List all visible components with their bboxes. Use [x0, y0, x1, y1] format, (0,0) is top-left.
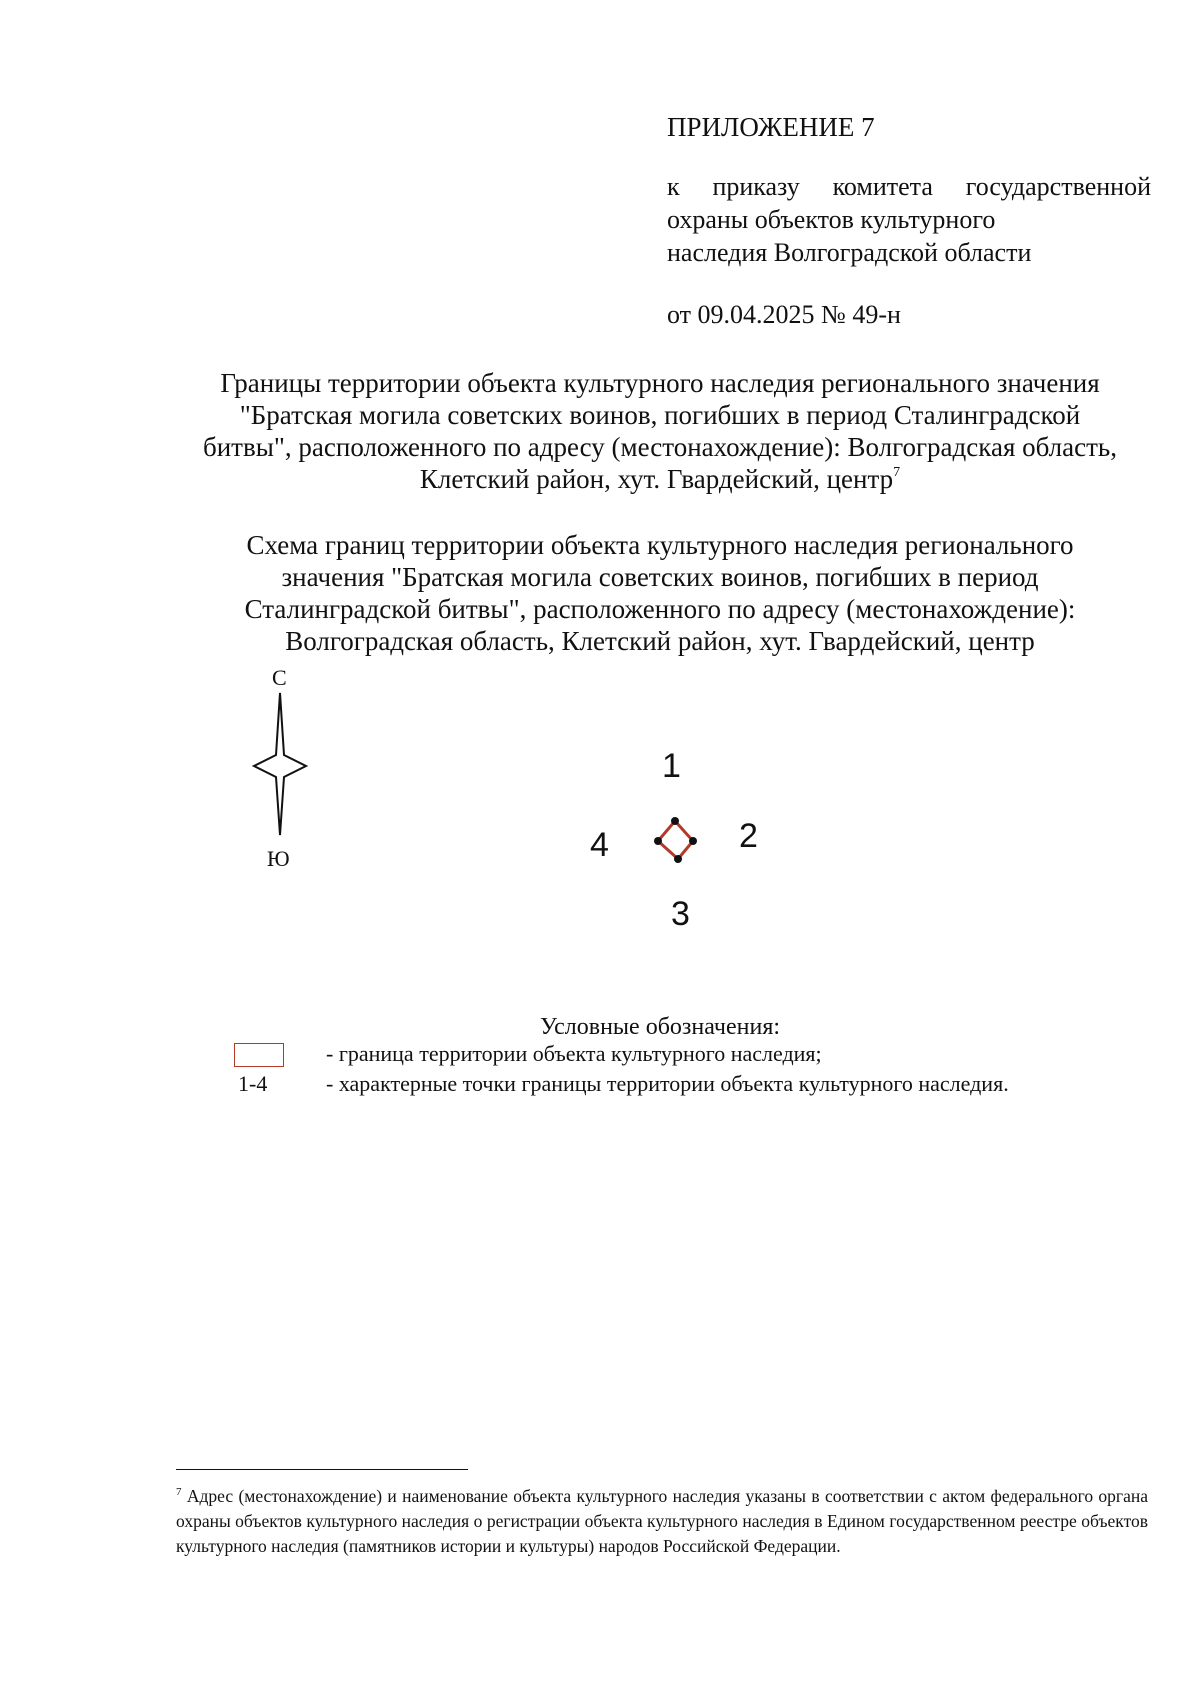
footnote	[176, 1480, 1148, 1559]
point-label-1: 1	[662, 747, 681, 785]
order-line-3: наследия Волгоградской области	[667, 238, 1032, 267]
title-line-4	[160, 464, 1160, 495]
scheme-line-1: Схема границ территории объекта культурного наследия регионального	[246, 530, 1074, 560]
legend-title: Условные обозначения:	[540, 1014, 781, 1040]
order-date: от 09.04.2025 № 49-н	[667, 300, 901, 329]
title-line-2: "Братская могила советских воинов, погибших в период Сталинградской	[239, 400, 1081, 430]
title-line-1: Границы территории объекта культурного наследия регионального значения	[220, 368, 1100, 398]
footnote-rule	[176, 1469, 468, 1470]
appendix-label: ПРИЛОЖЕНИЕ 7	[667, 112, 875, 142]
north-arrow-icon	[250, 690, 310, 840]
boundary-point-2	[689, 837, 697, 845]
boundary-polygon	[658, 821, 693, 859]
boundary-point-3	[674, 855, 682, 863]
boundary-point-1	[671, 817, 679, 825]
compass-south-label: Ю	[267, 846, 290, 871]
title-footnote-mark: 7	[893, 465, 901, 480]
title-line-3: битвы", расположенного по адресу (местонахождение): Волгоградская область,	[203, 432, 1117, 462]
boundary-point-4	[654, 837, 662, 845]
boundary-scheme	[650, 815, 700, 865]
point-label-3: 3	[671, 895, 690, 933]
scheme-line-3: Сталинградской битвы", расположенного по адресу (местонахождение):	[244, 594, 1076, 624]
legend-points-code: 1-4	[238, 1071, 268, 1096]
legend-points-text: - характерные точки границы территории объекта культурного наследия.	[326, 1071, 1009, 1096]
footnote-mark: 7	[176, 1486, 182, 1498]
point-label-4: 4	[590, 826, 609, 864]
order-line-2: охраны объектов культурного	[667, 205, 996, 234]
title-line-4-text: Клетский район, хут. Гвардейский, центр	[419, 464, 894, 494]
footnote-text: Адрес (местонахождение) и наименование объекта культурного наследия указаны в соответствии с актом федерального органа охраны объектов культурного наследия о регистрации объекта культурного наследия в Едином государственном реестре объектов культурного наследия (памятников истории и культуры) народов Российской Федерации.	[176, 1486, 1148, 1556]
scheme-line-2: значения "Братская могила советских воинов, погибших в период	[281, 562, 1039, 592]
point-label-2: 2	[739, 817, 758, 855]
order-line-1: к приказу комитета государственной	[667, 172, 1151, 201]
legend-boundary-text: - граница территории объекта культурного наследия;	[326, 1041, 822, 1066]
scheme-line-4: Волгоградская область, Клетский район, хут. Гвардейский, центр	[285, 626, 1035, 656]
compass-north-label: С	[272, 665, 287, 690]
legend-boundary-swatch	[234, 1043, 284, 1067]
